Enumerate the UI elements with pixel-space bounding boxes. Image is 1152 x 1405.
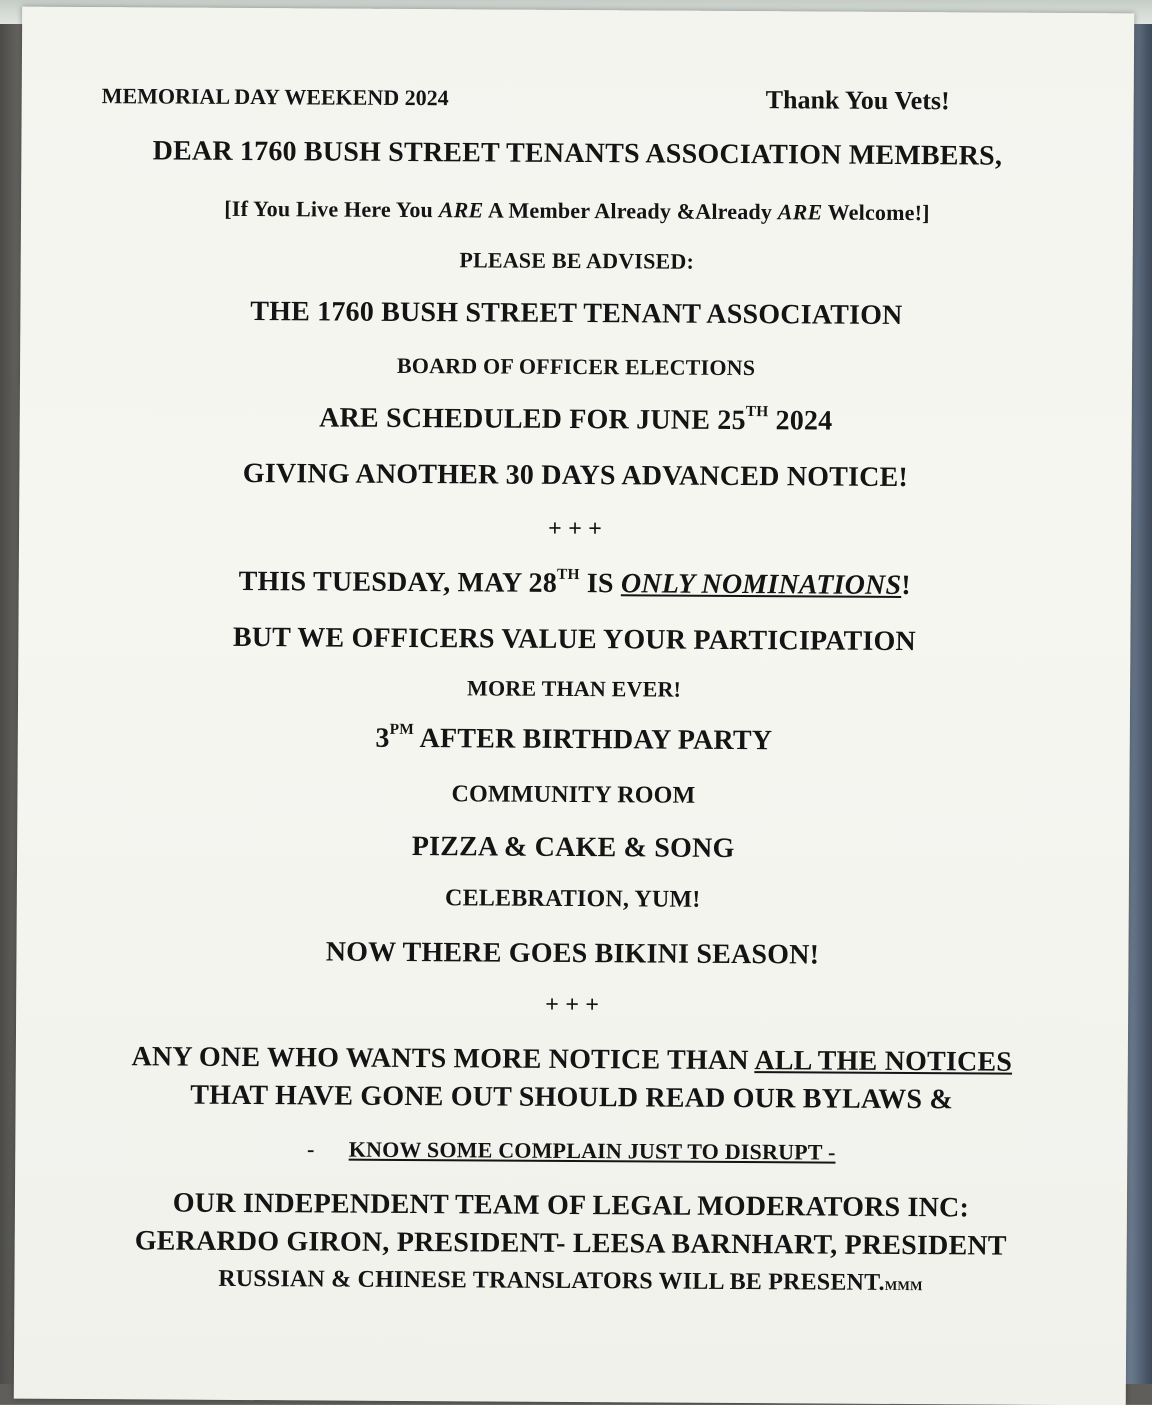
bikini-line: NOW THERE GOES BIKINI SEASON! (325, 936, 820, 971)
notice-sheet (14, 7, 1134, 1405)
more-than-ever: MORE THAN EVER! (467, 675, 682, 702)
header-date: MEMORIAL DAY WEEKEND 2024 (101, 83, 449, 111)
food-line: PIZZA & CAKE & SONG (411, 831, 735, 864)
meeting-location: COMMUNITY ROOM (451, 781, 696, 809)
salutation: DEAR 1760 BUSH STREET TENANTS ASSOCIATION MEMBERS, (152, 135, 1003, 172)
separator-1: + + + (547, 515, 603, 543)
more-notice-line: ANY ONE WHO WANTS MORE NOTICE THAN ALL THE NOTICES (131, 1041, 1013, 1078)
meeting-time: $3^{PM}$ AFTER BIRTHDAY PARTY (375, 720, 773, 757)
bylaws-line: THAT HAVE GONE OUT SHOULD READ OUR BYLAWS & (190, 1079, 954, 1116)
nominations-line: THIS TUESDAY, MAY 28TH IS ONLY NOMINATIONS! (238, 565, 911, 602)
advance-notice: GIVING ANOTHER 30 DAYS ADVANCED NOTICE! (242, 457, 909, 494)
moderators-line: OUR INDEPENDENT TEAM OF LEGAL MODERATORS INC: (172, 1187, 970, 1224)
celebration-line: CELEBRATION, YUM! (445, 885, 701, 913)
association-name: THE 1760 BUSH STREET TENANT ASSOCIATION (250, 296, 903, 331)
participation-line: BUT WE OFFICERS VALUE YOUR PARTICIPATION (232, 621, 917, 658)
separator-2: + + + (545, 991, 600, 1019)
translators-line: RUSSIAN & CHINESE TRANSLATORS WILL BE PRESENT.MMM (218, 1265, 923, 1296)
advised-heading: PLEASE BE ADVISED: (459, 247, 695, 274)
disrupt-line: - KNOW SOME COMPLAIN JUST TO DISRUPT - (306, 1136, 836, 1165)
header-thanks: Thank You Vets! (765, 85, 950, 116)
presidents-line: GERARDO GIRON, PRESIDENT- LEESA BARNHART, PRESIDENT (134, 1225, 1007, 1262)
membership-note: [If You Live Here You ARE A Member Already &Already ARE Welcome!] (224, 195, 930, 226)
election-date: ARE SCHEDULED FOR JUNE 25TH 2024 (319, 402, 833, 437)
elections-heading: BOARD OF OFFICER ELECTIONS (396, 352, 756, 381)
